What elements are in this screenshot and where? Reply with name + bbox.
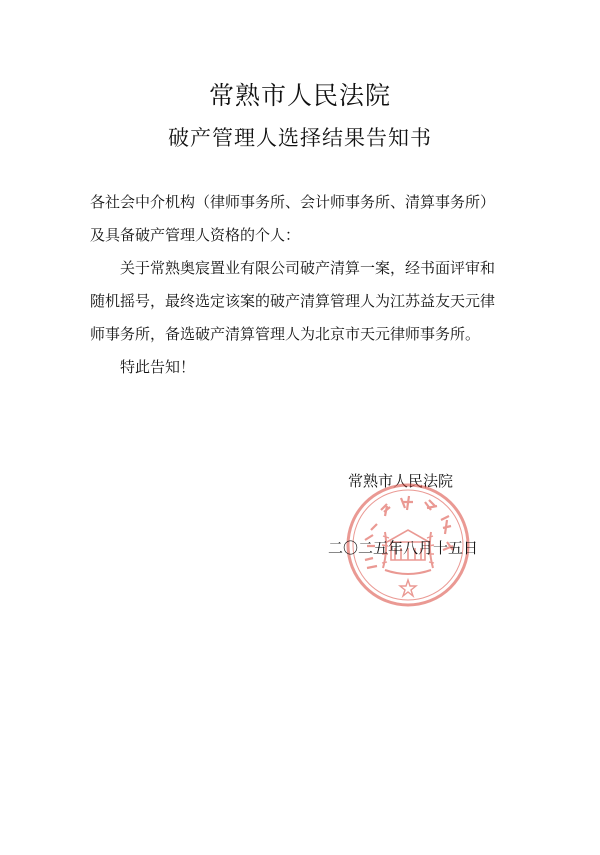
court-title: 常熟市人民法院 xyxy=(208,81,391,110)
addressee-line-2: 及具备破产管理人资格的个人： xyxy=(90,226,301,244)
notice-title: 破产管理人选择结果告知书 xyxy=(168,126,432,150)
body-paragraph-line-1: 关于常熟奥宸置业有限公司破产清算一案，经书面评审和 xyxy=(120,259,496,277)
issuer-signature: 常熟市人民法院 xyxy=(348,472,454,490)
body-paragraph-line-3: 师事务所，备选破产清算管理人为北京市天元律师事务所。 xyxy=(90,325,481,343)
closing-line: 特此告知！ xyxy=(120,358,196,376)
seal-star xyxy=(400,580,416,596)
body-paragraph-line-2: 随机摇号，最终选定该案的破产清算管理人为江苏益友天元律 xyxy=(90,292,496,310)
issue-date: 二〇二五年八月十五日 xyxy=(328,539,479,557)
addressee-line-1: 各社会中介机构（律师事务所、会计师事务所、清算事务所） xyxy=(90,193,496,211)
